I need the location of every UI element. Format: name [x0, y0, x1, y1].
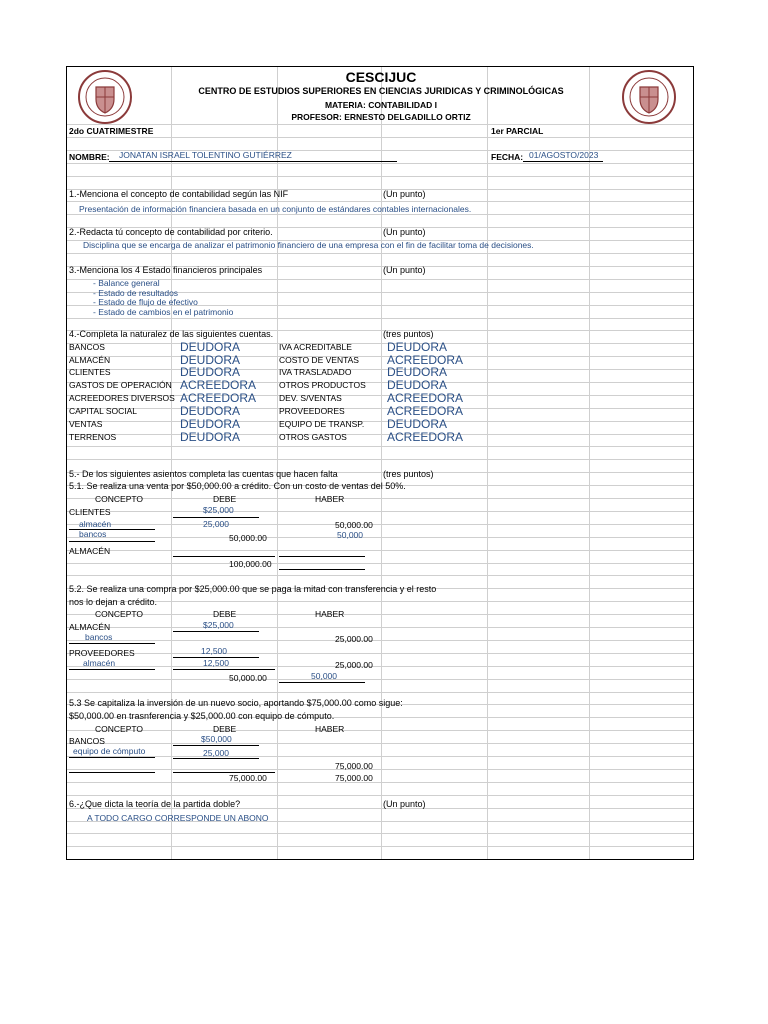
entry-1-description: 5.1. Se realiza una venta por $50,000.00 a crédito. Con un costo de ventas del 50%. — [69, 481, 406, 491]
institution-name: CENTRO DE ESTUDIOS SUPERIORES EN CIENCIAS JURIDICAS Y CRIMINOLÓGICAS — [198, 86, 564, 96]
account-nature: DEUDORA — [387, 365, 448, 379]
entry-account: ALMACÉN — [69, 622, 111, 632]
entry-account-answer: bancos — [79, 529, 107, 539]
answer-underline — [69, 772, 155, 773]
grid-row-line — [67, 498, 693, 499]
account-name: GASTOS DE OPERACIÓN — [69, 380, 172, 390]
entry-debit: 25,000 — [203, 748, 229, 758]
column-credit: HABER — [315, 494, 345, 504]
account-nature: ACREEDORA — [180, 378, 257, 392]
entry-2-description-cont: nos lo dejan a crédito. — [69, 597, 158, 607]
column-concept: CONCEPTO — [95, 494, 144, 504]
question-2-points: (Un punto) — [383, 227, 426, 237]
grid-row-line — [67, 318, 693, 319]
student-name: JONATAN ISRAEL TOLENTINO GUTIÉRREZ — [119, 150, 292, 160]
grid-row-line — [67, 446, 693, 447]
answer-underline — [173, 517, 259, 518]
entry-total-debit: 75,000.00 — [229, 773, 267, 783]
grid-row-line — [67, 279, 693, 280]
account-name: OTROS PRODUCTOS — [279, 380, 366, 390]
entry-credit: 25,000.00 — [335, 660, 373, 670]
question-4-points: (tres puntos) — [383, 329, 434, 339]
grid-row-line — [67, 511, 693, 512]
entry-debit: 50,000.00 — [229, 533, 267, 543]
entry-credit: 75,000.00 — [335, 761, 373, 771]
account-nature: ACREEDORA — [387, 430, 464, 444]
entry-account: ALMACÉN — [69, 546, 111, 556]
grid-row-line — [67, 666, 693, 667]
grid-row-line — [67, 434, 693, 435]
grid-row-line — [67, 795, 693, 796]
entry-account-answer: almacén — [79, 519, 112, 529]
page-title: CESCIJUC — [345, 69, 417, 85]
column-debit: DEBE — [213, 494, 237, 504]
answer-underline — [69, 757, 155, 758]
date-label: FECHA: — [491, 152, 524, 162]
grid-row-line — [67, 859, 693, 860]
exam-sheet — [66, 66, 694, 860]
grid-line — [171, 67, 172, 859]
entry-3-description: 5.3 Se capitaliza la inversión de un nuevo socio, aportando $75,000.00 como sigue: — [69, 698, 403, 708]
entry-account-answer: equipo de cómputo — [73, 746, 146, 756]
column-concept: CONCEPTO — [95, 609, 144, 619]
account-name: OTROS GASTOS — [279, 432, 347, 442]
grid-row-line — [67, 743, 693, 744]
name-underline — [109, 161, 397, 162]
answer-underline — [279, 556, 365, 557]
grid-line — [277, 67, 278, 859]
account-nature: ACREEDORA — [387, 391, 464, 405]
column-debit: DEBE — [213, 609, 237, 619]
account-name: EQUIPO DE TRANSP. — [279, 419, 365, 429]
term-label: 2do CUATRIMESTRE — [69, 126, 154, 136]
entry-debit: 12,500 — [201, 646, 227, 656]
grid-line — [487, 67, 488, 859]
grid-row-line — [67, 459, 693, 460]
account-nature: ACREEDORA — [180, 391, 257, 405]
answer-3-item: - Balance general — [93, 278, 160, 288]
grid-row-line — [67, 343, 693, 344]
entry-account: CLIENTES — [69, 507, 111, 517]
answer-3-item: - Estado de cambios en el patrimonio — [93, 307, 234, 317]
date-underline — [523, 161, 603, 162]
account-nature: DEUDORA — [180, 404, 241, 418]
grid-row-line — [67, 369, 693, 370]
grid-row-line — [67, 640, 693, 641]
grid-row-line — [67, 563, 693, 564]
account-name: ALMACÉN — [69, 355, 111, 365]
grid-row-line — [67, 601, 693, 602]
account-name: IVA TRASLADADO — [279, 367, 352, 377]
grid-row-line — [67, 846, 693, 847]
entry-credit: 25,000.00 — [335, 634, 373, 644]
question-6: 6.-¿Que dicta la teoría de la partida doble? — [69, 799, 241, 809]
entry-2-description: 5.2. Se realiza una compra por $25,000.00 que se paga la mitad con transferencia y el resto — [69, 584, 437, 594]
column-debit: DEBE — [213, 724, 237, 734]
answer-underline — [69, 643, 155, 644]
account-nature: DEUDORA — [180, 353, 241, 367]
entry-debit: $25,000 — [203, 505, 234, 515]
grid-row-line — [67, 769, 693, 770]
entry-total-credit: 50,000 — [311, 671, 337, 681]
grid-row-line — [67, 575, 693, 576]
account-nature: DEUDORA — [180, 417, 241, 431]
grid-row-line — [67, 214, 693, 215]
grid-row-line — [67, 124, 693, 125]
answer-underline — [173, 669, 275, 670]
account-name: CAPITAL SOCIAL — [69, 406, 138, 416]
grid-row-line — [67, 679, 693, 680]
answer-underline — [279, 569, 365, 570]
entry-debit: 12,500 — [203, 658, 229, 668]
answer-underline — [173, 758, 259, 759]
account-nature: ACREEDORA — [387, 353, 464, 367]
exam-date: 01/AGOSTO/2023 — [529, 150, 599, 160]
question-5: 5.- De los siguientes asientos completa las cuentas que hacen falta — [69, 469, 338, 479]
entry-total-credit: 75,000.00 — [335, 773, 373, 783]
entry-account: PROVEEDORES — [69, 648, 135, 658]
answer-underline — [69, 669, 155, 670]
grid-row-line — [67, 163, 693, 164]
grid-row-line — [67, 782, 693, 783]
answer-underline — [173, 631, 259, 632]
grid-row-line — [67, 201, 693, 202]
grid-row-line — [67, 524, 693, 525]
grid-row-line — [67, 408, 693, 409]
account-nature: DEUDORA — [387, 417, 448, 431]
account-nature: ACREEDORA — [387, 404, 464, 418]
account-nature: DEUDORA — [180, 340, 241, 354]
entry-account: BANCOS — [69, 736, 105, 746]
grid-row-line — [67, 421, 693, 422]
question-1: 1.-Menciona el concepto de contabilidad según las NIF — [69, 189, 289, 199]
answer-3-item: - Estado de resultados — [93, 288, 179, 298]
entry-debit: 25,000 — [203, 519, 229, 529]
question-6-points: (Un punto) — [383, 799, 426, 809]
entry-total-debit: 50,000.00 — [229, 673, 267, 683]
answer-underline — [279, 682, 365, 683]
account-name: DEV. S/VENTAS — [279, 393, 342, 403]
grid-row-line — [67, 730, 693, 731]
partial-label: 1er PARCIAL — [491, 126, 544, 136]
answer-2: Disciplina que se encarga de analizar el patrimonio financiero de una empresa con el fin de facilitar toma de decisiones. — [83, 240, 534, 250]
grid-row-line — [67, 614, 693, 615]
grid-row-line — [67, 833, 693, 834]
column-credit: HABER — [315, 724, 345, 734]
answer-3-item: - Estado de flujo de efectivo — [93, 297, 198, 307]
grid-row-line — [67, 176, 693, 177]
account-nature: DEUDORA — [387, 340, 448, 354]
question-5-points: (tres puntos) — [383, 469, 434, 479]
grid-row-line — [67, 356, 693, 357]
column-credit: HABER — [315, 609, 345, 619]
name-label: NOMBRE: — [69, 152, 110, 162]
question-3: 3.-Menciona los 4 Estado financieros principales — [69, 265, 263, 275]
grid-row-line — [67, 137, 693, 138]
account-name: BANCOS — [69, 342, 105, 352]
entry-account-answer: almacén — [83, 658, 116, 668]
account-name: TERRENOS — [69, 432, 117, 442]
grid-row-line — [67, 756, 693, 757]
account-name: ACREEDORES DIVERSOS — [69, 393, 175, 403]
grid-line — [589, 67, 590, 859]
grid-row-line — [67, 627, 693, 628]
answer-1: Presentación de información financiera basada en un conjunto de estándares contables internacionales. — [79, 204, 472, 214]
entry-credit: 50,000 — [337, 530, 363, 540]
grid-row-line — [67, 692, 693, 693]
subject-label: MATERIA: CONTABILIDAD I — [324, 100, 438, 110]
answer-6: A TODO CARGO CORRESPONDE UN ABONO — [87, 813, 269, 823]
question-2: 2.-Redacta tú concepto de contabilidad por criterio. — [69, 227, 273, 237]
grid-row-line — [67, 537, 693, 538]
entry-debit: $50,000 — [201, 734, 232, 744]
grid-row-line — [67, 653, 693, 654]
column-concept: CONCEPTO — [95, 724, 144, 734]
grid-row-line — [67, 550, 693, 551]
grid-line — [381, 67, 382, 859]
entry-credit: 50,000.00 — [335, 520, 373, 530]
question-1-points: (Un punto) — [383, 189, 426, 199]
account-nature: DEUDORA — [180, 430, 241, 444]
account-name: PROVEEDORES — [279, 406, 345, 416]
answer-underline — [173, 745, 259, 746]
account-name: CLIENTES — [69, 367, 111, 377]
answer-underline — [69, 541, 155, 542]
account-nature: DEUDORA — [387, 378, 448, 392]
entry-account-answer: bancos — [85, 632, 113, 642]
question-3-points: (Un punto) — [383, 265, 426, 275]
answer-underline — [173, 556, 275, 557]
entry-total-debit: 100,000.00 — [229, 559, 272, 569]
grid-row-line — [67, 253, 693, 254]
account-name: COSTO DE VENTAS — [279, 355, 359, 365]
account-name: IVA ACREDITABLE — [279, 342, 352, 352]
account-nature: DEUDORA — [180, 365, 241, 379]
professor-label: PROFESOR: ERNESTO DELGADILLO ORTIZ — [291, 112, 471, 122]
question-4: 4.-Completa la naturalez de las siguientes cuentas. — [69, 329, 274, 339]
entry-3-description-cont: $50,000.00 en trasnferencia y $25,000.00 con equipo de cómputo. — [69, 711, 335, 721]
entry-debit: $25,000 — [203, 620, 234, 630]
account-name: VENTAS — [69, 419, 103, 429]
